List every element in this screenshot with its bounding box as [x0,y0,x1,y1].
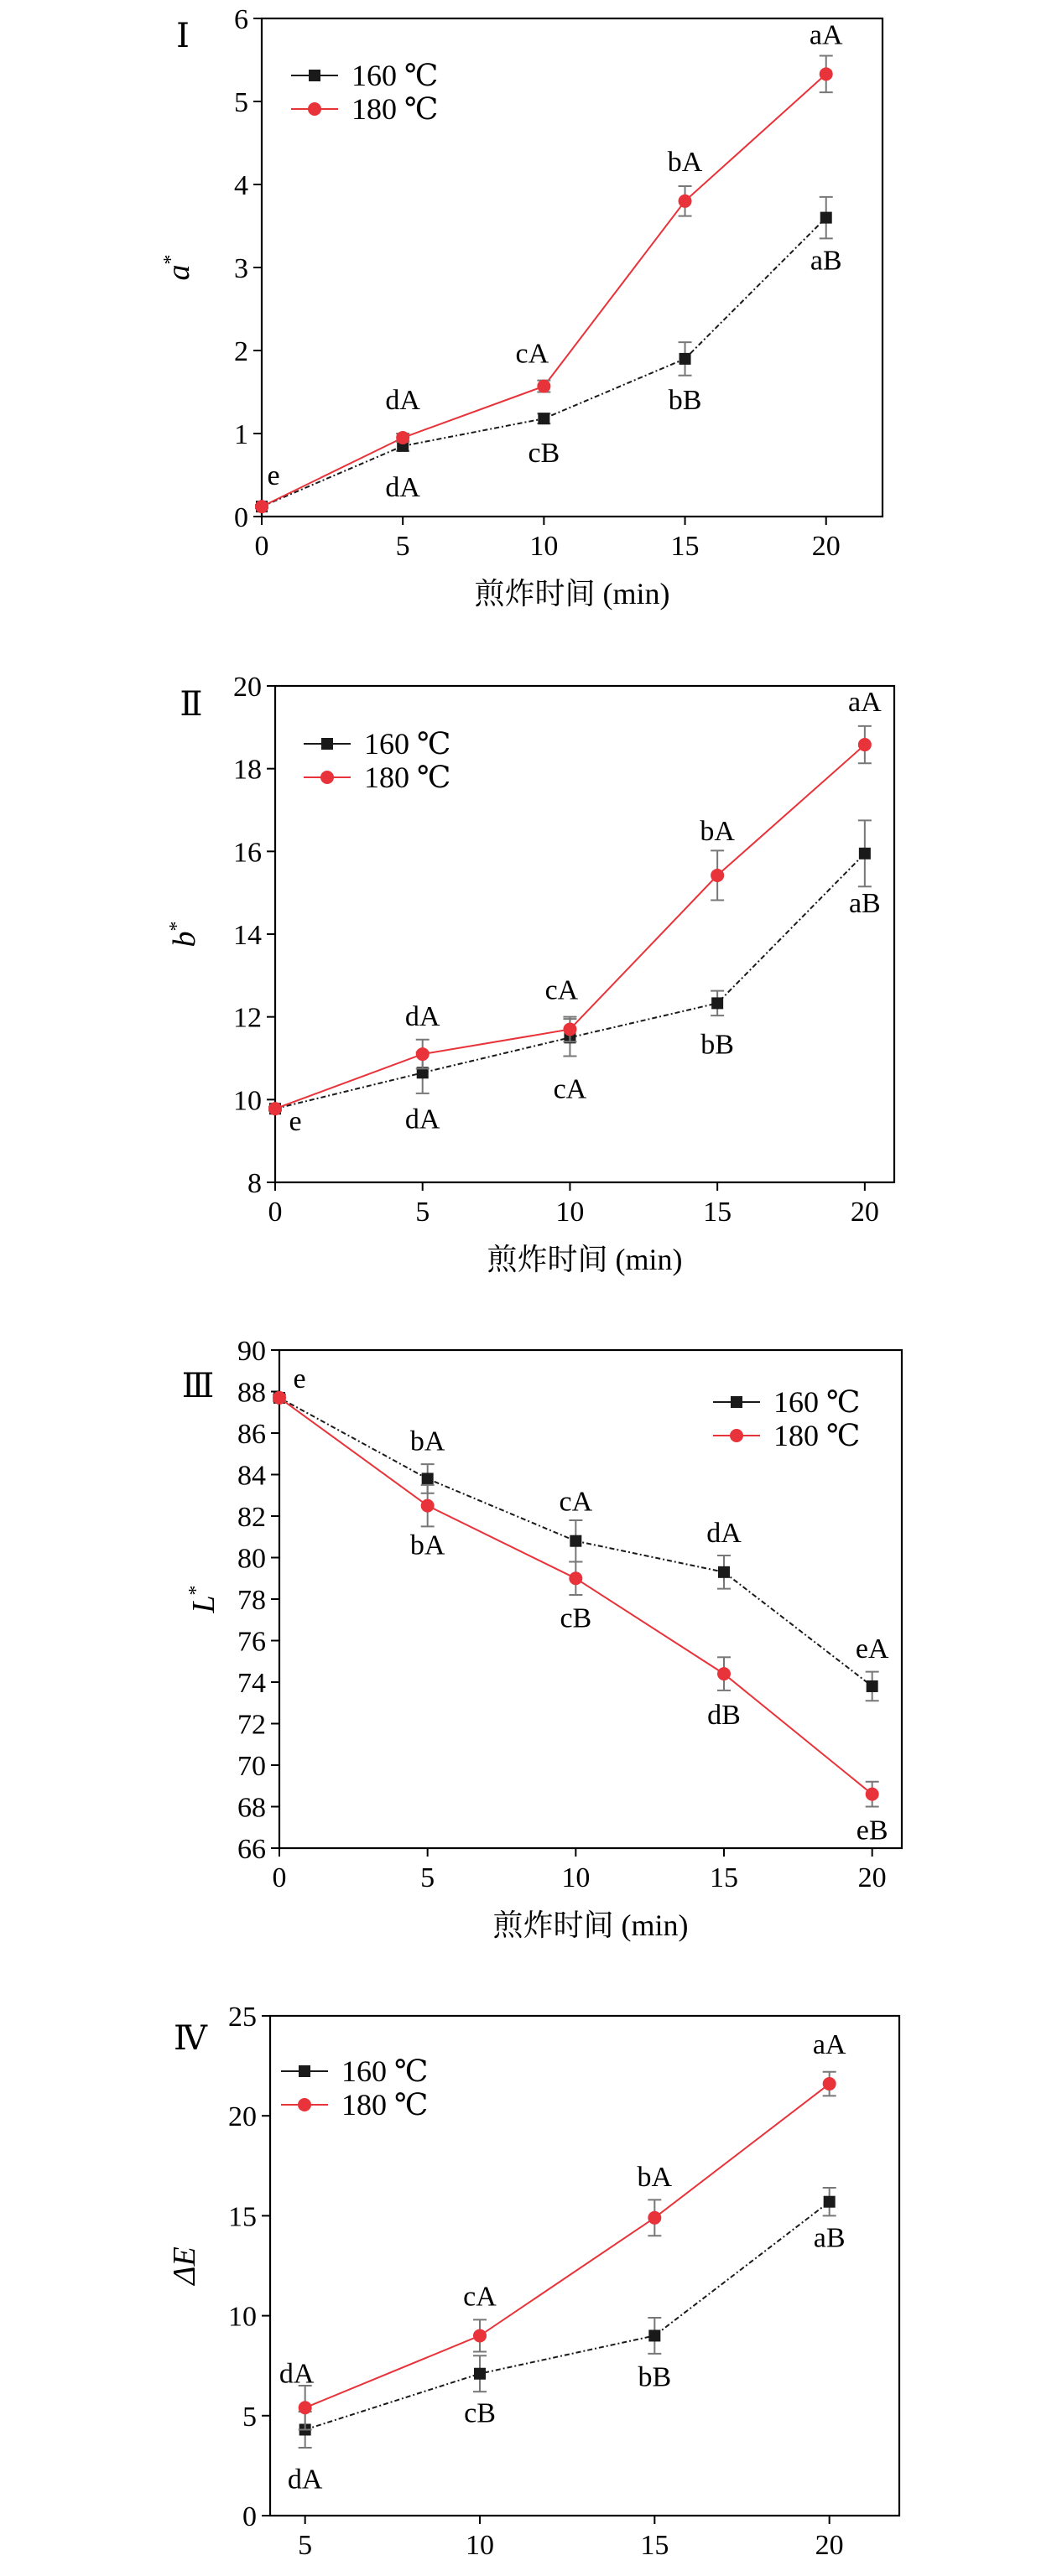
x-axis-label: 煎炸时间 (min) [474,577,670,610]
data-label: cA [544,974,579,1006]
legend [304,727,450,794]
y-tick-label: 8 [247,1168,262,1199]
y-tick-label: 90 [237,1336,266,1367]
data-label: aB [810,245,842,277]
data-label: bA [700,815,735,847]
x-tick-label: 10 [555,1197,585,1228]
x-tick-label: 20 [857,1862,887,1893]
data-label: aA [812,2029,846,2061]
y-axis-label-sup: * [185,1585,207,1596]
panel-label: Ⅰ [176,17,190,55]
y-tick-label: 88 [237,1377,266,1409]
data-point [299,2401,312,2414]
y-tick-label: 86 [237,1419,266,1450]
data-point [537,380,550,393]
y-tick-label: 78 [237,1585,266,1616]
x-tick-label: 0 [268,1197,283,1228]
panel-label: Ⅳ [174,2019,207,2057]
y-tick-label: 2 [234,336,248,367]
series-180 [273,1391,888,1846]
data-label: e [289,1106,302,1138]
legend-marker [730,1429,743,1442]
data-label: dB [707,1700,741,1732]
y-tick-label: 10 [233,1085,262,1117]
data-label: eA [855,1633,889,1665]
data-label: aB [848,887,881,919]
x-tick-label: 20 [850,1197,879,1228]
data-label: e [293,1363,306,1394]
data-label: dA [385,471,420,503]
y-tick-label: 12 [233,1002,262,1034]
data-label: cA [559,1486,593,1518]
data-point [421,1499,435,1513]
y-tick-label: 14 [233,920,262,951]
data-point [474,2368,486,2380]
legend-label: 180 ℃ [341,2088,429,2122]
y-axis-label [160,255,196,281]
chart-panel-1 [160,4,883,610]
data-label: bB [700,1029,734,1061]
legend-marker [731,1396,742,1408]
data-point [866,1788,879,1801]
y-axis-label-main: L [186,1595,221,1613]
data-point [422,1472,434,1484]
data-label: aB [813,2222,846,2254]
data-point [473,2329,487,2342]
series-line [279,1398,872,1794]
data-label: cA [553,1073,587,1105]
legend-marker [320,771,334,784]
y-axis-label [167,2246,202,2287]
data-point [858,738,872,751]
series-line [305,2084,830,2407]
y-tick-label: 18 [233,754,262,786]
data-label: cA [463,2281,497,2313]
data-point [396,431,409,444]
data-point [648,2211,661,2225]
data-label: dA [404,1104,440,1135]
data-point [563,1022,576,1036]
y-tick-label: 4 [234,170,248,201]
x-tick-label: 0 [272,1862,287,1893]
x-tick-label: 5 [395,531,410,562]
data-point [569,1571,582,1585]
data-point [820,67,833,80]
data-label: bA [667,146,703,178]
y-tick-label: 5 [234,87,248,118]
x-tick-label: 5 [298,2530,313,2561]
data-point [717,1667,731,1680]
data-point [570,1535,581,1547]
y-axis-label [166,922,202,948]
data-label: dA [385,384,420,416]
data-point [824,2196,836,2208]
data-label: bB [638,2361,672,2393]
x-tick-label: 15 [703,1197,732,1228]
y-tick-label: 25 [228,2002,257,2033]
y-tick-label: 1 [234,419,248,450]
panel-label: Ⅲ [181,1367,215,1405]
legend-marker [309,70,320,81]
y-tick-label: 20 [228,2101,257,2133]
chart-panel-2 [166,672,894,1276]
y-tick-label: 6 [234,4,248,35]
data-label: bA [409,1426,445,1457]
y-tick-label: 74 [237,1668,266,1699]
data-point [273,1391,286,1405]
y-tick-label: 10 [228,2301,257,2333]
y-tick-label: 72 [237,1709,266,1741]
x-tick-label: 20 [811,531,841,562]
y-tick-label: 80 [237,1543,266,1575]
legend-marker [308,102,321,116]
data-point [680,353,691,365]
x-tick-label: 20 [815,2530,844,2561]
y-axis-label-main: ΔE [167,2246,202,2285]
data-label: cB [560,1602,592,1634]
legend [281,2054,428,2122]
data-label: cB [528,438,560,470]
charts-group [160,4,902,2576]
data-label: eB [856,1815,888,1846]
data-point [711,869,724,882]
y-axis-label-sup: * [166,921,188,932]
x-tick-label: 10 [466,2530,494,2561]
x-tick-label: 0 [254,531,269,562]
data-point [648,2329,660,2341]
y-tick-label: 76 [237,1626,266,1658]
legend-label: 180 ℃ [364,761,451,794]
data-point [255,500,268,513]
data-point [820,212,832,224]
x-tick-label: 10 [561,1862,591,1893]
y-tick-label: 0 [242,2501,257,2532]
data-point [416,1047,430,1061]
y-tick-label: 5 [242,2401,257,2433]
data-label: e [267,460,280,492]
x-tick-label: 10 [529,531,559,562]
data-point [867,1680,878,1692]
legend-label: 160 ℃ [364,727,451,761]
y-tick-label: 82 [237,1502,266,1533]
series-180 [268,687,882,1115]
x-tick-label: 5 [420,1862,435,1893]
y-tick-label: 70 [237,1751,266,1782]
panel-label: Ⅱ [180,685,203,723]
data-label: aA [809,19,843,51]
data-point [538,413,549,424]
legend-marker [321,738,333,750]
data-label: bA [409,1530,445,1561]
data-point [679,195,692,208]
series-160 [288,2188,846,2495]
data-point [859,848,871,860]
data-label: aA [848,687,882,719]
data-label: dA [287,2464,323,2496]
y-axis-label-sup: * [160,254,182,265]
x-axis-label: 煎炸时间 (min) [487,1243,683,1276]
y-tick-label: 0 [234,502,248,533]
y-tick-label: 84 [237,1460,266,1492]
x-tick-label: 15 [640,2530,669,2561]
data-point [718,1566,730,1578]
x-axis-label: 煎炸时间 (min) [492,1909,689,1942]
y-axis-label-main: a [161,264,196,281]
y-tick-label: 20 [233,672,262,703]
legend [713,1385,860,1452]
legend-label: 180 ℃ [773,1419,861,1452]
y-axis-label [185,1585,221,1613]
legend-label: 160 ℃ [351,59,439,92]
legend-marker [298,2098,311,2111]
data-point [711,997,723,1009]
y-tick-label: 3 [234,253,248,284]
data-label: dA [706,1517,742,1549]
chart-panel-3 [182,1336,902,1942]
x-tick-label: 15 [710,1862,738,1893]
data-label: cA [515,338,549,370]
legend-label: 180 ℃ [351,92,439,126]
y-tick-label: 16 [233,837,262,869]
x-tick-label: 15 [670,531,700,562]
data-label: cB [464,2397,496,2429]
y-axis-label-main: b [167,931,202,948]
chart-panel-4 [167,2002,899,2576]
data-point [823,2077,836,2090]
y-tick-label: 66 [237,1834,266,1865]
legend [291,59,438,126]
data-label: dA [279,2358,315,2390]
legend-label: 160 ℃ [773,1385,861,1419]
x-tick-label: 5 [415,1197,430,1228]
data-label: dA [404,1001,440,1033]
y-tick-label: 15 [228,2201,257,2233]
data-label: bB [668,384,702,416]
legend-label: 160 ℃ [341,2054,429,2088]
series-line [305,2202,830,2430]
data-label: bA [637,2161,673,2193]
data-point [268,1102,282,1115]
y-tick-label: 68 [237,1792,266,1824]
legend-marker [299,2065,310,2077]
